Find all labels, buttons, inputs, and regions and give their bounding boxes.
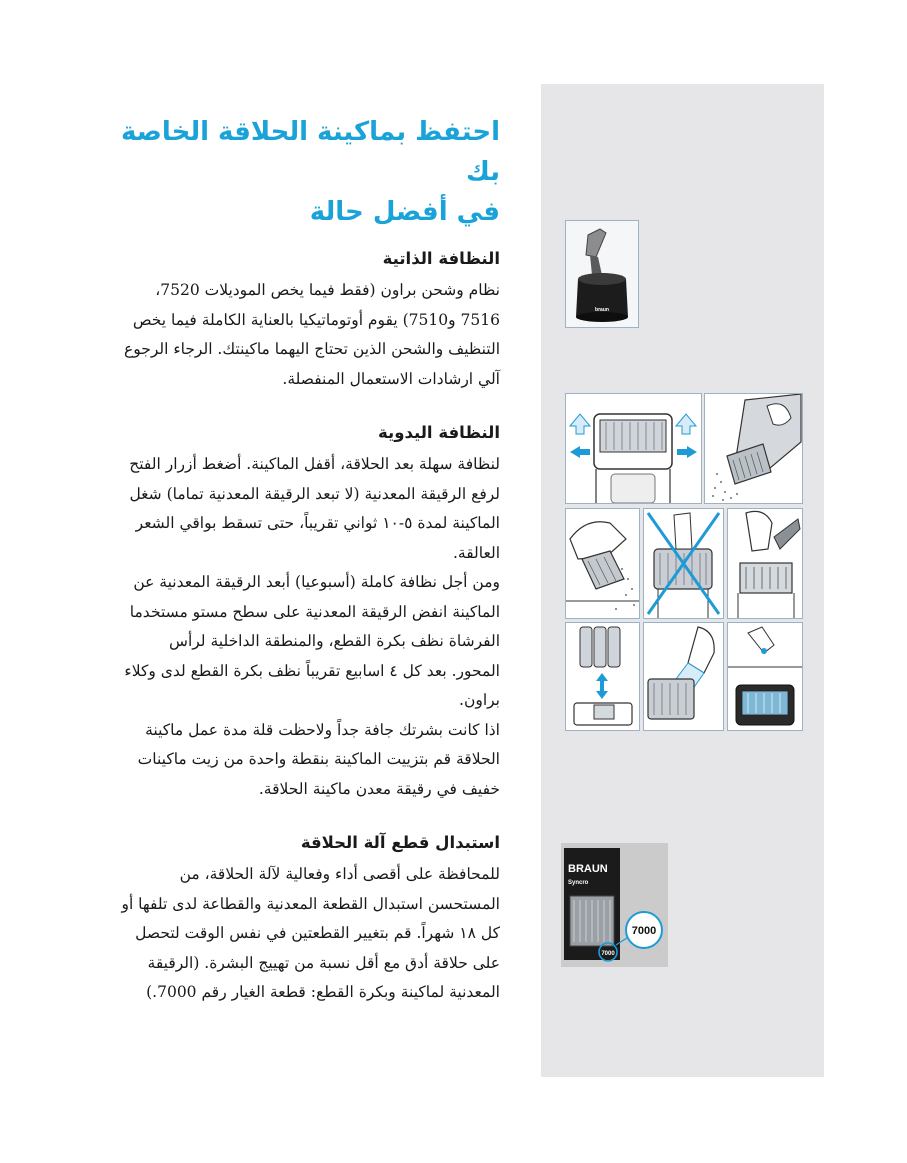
package-model-label: Syncro <box>568 880 589 886</box>
section-heading: النظافة اليدوية <box>378 423 500 442</box>
text-column <box>120 112 500 1034</box>
oil-drop-illustration <box>644 623 723 730</box>
package-part-number: 7000 <box>601 951 615 957</box>
cutter-removal-illustration <box>566 623 639 730</box>
brush-cutter-figure <box>727 508 803 619</box>
section-paragraph: للمحافظة على أقصى أداء وفعالية لآلة الحلاقة، من المستحسن استبدال القطعة المعدنية والقطاعة لدى تلفها أو كل ١٨ شهراً. قم بتغيير القطعتين في نفس الوقت لتحصل على حلاقة أدق مع أقل نسبة من تهييج البشرة. (الرقيقة المعدنية لماكينة وبكرة القطع: قطعة الغيار رقم 7000.) <box>121 865 500 1001</box>
section-heading: استبدال قطع آلة الحلاقة <box>300 833 500 852</box>
section-paragraph: ومن أجل نظافة كاملة (أسبوعيا) أبعد الرقيقة المعدنية عن الماكينة انفض الرقيقة المعدنية على سطح مستو مستخدما الفرشاة نظف بكرة القطع، والمنطقة الداخلية لرأس المحور. بعد كل ٤ اسابيع تقريباً نظف بكرة القطع لدى وكلاء براون. <box>124 573 500 709</box>
foil-release-illustration <box>566 394 701 503</box>
shaver-tap-figure <box>704 393 803 504</box>
package-brand-label: BRAUN <box>568 863 608 875</box>
replacement-pack-illustration <box>562 844 667 966</box>
oil-drop-figure <box>643 622 724 731</box>
no-brushing-foil-illustration <box>644 509 723 618</box>
page-title-line-1: احتفظ بماكينة الحلاقة الخاصة بك <box>120 117 500 187</box>
replacement-pack-figure <box>561 843 668 967</box>
shaver-tap-illustration <box>705 394 802 503</box>
station-brand-label: braun <box>595 307 609 313</box>
foil-tapping-figure <box>565 508 640 619</box>
part-number-callout: 7000 <box>631 925 657 937</box>
cleaning-station-figure <box>565 220 639 328</box>
section-paragraph: لنظافة سهلة بعد الحلاقة، أقفل الماكينة. أضغط أزرار الفتح لرفع الرقيقة المعدنية (لا تبعد الرقيقة المعدنية تماما) شغل الماكينة لمدة ٥-١٠ ثواني تقريباً، حتى تسقط بواقي الشعر العالقة. <box>129 455 500 562</box>
foil-release-figure <box>565 393 702 504</box>
oil-bottle-figure <box>727 622 803 731</box>
cutter-removal-figure <box>565 622 640 731</box>
brush-cutter-illustration <box>728 509 802 618</box>
section-self-cleaning <box>120 246 500 394</box>
section-paragraph: اذا كانت بشرتك جافة جداً ولاحظت قلة مدة عمل ماكينة الحلاقة قم بتزييت الماكينة بنقطة واحدة من زيت ماكينات خفيف في رقيقة معدن ماكينة الحلاقة. <box>137 720 500 798</box>
no-brushing-foil-figure <box>643 508 724 619</box>
section-heading: النظافة الذاتية <box>382 249 500 268</box>
section-paragraph: نظام وشحن براون (فقط فيما يخص الموديلات 7520، 7516 و7510) يقوم أوتوماتيكيا بالعناية الكاملة فيما يخص التنظيف والشحن الذين تحتاج اليهما ماكينتك. الرجاء الرجوع آلي ارشادات الاستعمال المنفصلة. <box>123 281 500 388</box>
foil-tapping-illustration <box>566 509 639 618</box>
section-manual-cleaning <box>120 420 500 804</box>
page-title-line-2: في أفضل حالة <box>309 197 500 227</box>
oil-bottle-illustration <box>728 623 802 730</box>
cleaning-station-illustration <box>566 221 638 327</box>
section-replacement-parts <box>120 830 500 1008</box>
page-title <box>120 112 500 232</box>
